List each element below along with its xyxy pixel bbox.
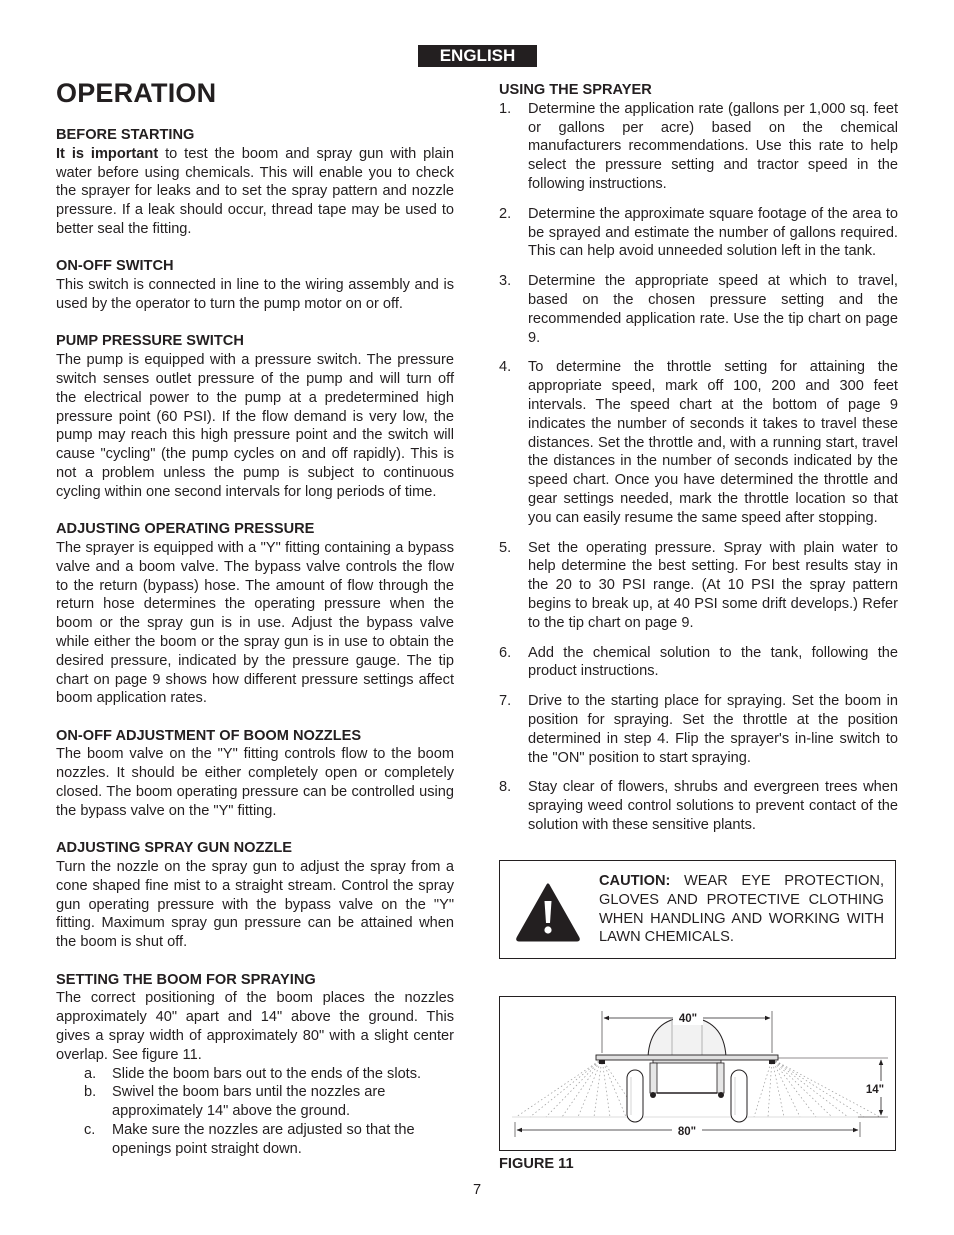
right-column bbox=[499, 81, 898, 853]
list-item bbox=[499, 272, 898, 347]
list-text: Slide the boom bars out to the ends of the slots. bbox=[112, 1065, 422, 1082]
list-item bbox=[499, 644, 898, 682]
section-heading: ON-OFF SWITCH bbox=[56, 258, 174, 275]
figure-caption: FIGURE 11 bbox=[499, 1156, 574, 1172]
section-adjusting-operating-pressure bbox=[56, 520, 454, 708]
section-body: The pump is equipped with a pressure switch. The pressure switch senses outlet pressure of the pump and will turn off the electrical power to the pump at a predetermined high pressure point (60 PSI). If the flow demand is very low, the pump may reach this high pressure point and the switch will cause "cycling" (the pump cycles on and off rapidly). This is not a problem unless the pump is subject to continuous cycling within one second intervals for long periods of time. bbox=[56, 352, 454, 500]
section-body: The sprayer is equipped with a "Y" fitting containing a bypass valve and a boom valve. The bypass valve controls the flow to the return (bypass) hose. The amount of flow through the return hose determines the operating pressure when the boom or the spray gun is in use. Adjust the bypass valve while either the boom or the spray gun is in use to obtain the desired pressure, indicated by the pressure gauge. The tip chart on page 9 shows how different pressure settings affect boom application rates. bbox=[56, 539, 454, 707]
list-text: Swivel the boom bars until the nozzles are approximately 14" above the ground. bbox=[112, 1084, 386, 1120]
section-before-starting bbox=[56, 126, 454, 239]
section-pump-pressure-switch bbox=[56, 332, 454, 501]
page-title: OPERATION bbox=[56, 78, 217, 108]
list-marker: 1. bbox=[499, 100, 512, 117]
list-text: Stay clear of flowers, shrubs and evergreen trees when spraying weed control solutions to prevent contact of the solution with these sensitive plants. bbox=[528, 779, 898, 833]
list-marker: 3. bbox=[499, 273, 512, 290]
dimension-label-top: 40" bbox=[678, 1013, 698, 1025]
list-text: Determine the appropriate speed at which to travel, based on the chosen pressure setting and the recommended application rate. Use the tip chart on page 9. bbox=[528, 273, 898, 346]
dimension-label-bottom: 80" bbox=[677, 1126, 697, 1138]
section-body: The correct positioning of the boom places the nozzles approximately 40" apart and 14" above the ground. This gives a spray width of approximately 80" with a slight center overlap. See figure 11. bbox=[56, 990, 454, 1063]
section-boom-nozzles bbox=[56, 727, 454, 821]
list-marker: b. bbox=[84, 1084, 97, 1101]
caution-label: CAUTION: bbox=[599, 873, 671, 889]
list-item bbox=[56, 1083, 454, 1121]
section-using-sprayer bbox=[499, 81, 898, 835]
list-marker: 7. bbox=[499, 693, 512, 710]
list-text: Make sure the nozzles are adjusted so that the openings point straight down. bbox=[112, 1122, 415, 1157]
list-item bbox=[499, 692, 898, 767]
right-spray-fan bbox=[754, 1059, 880, 1117]
section-heading: ON-OFF ADJUSTMENT OF BOOM NOZZLES bbox=[56, 727, 362, 744]
section-heading: ADJUSTING SPRAY GUN NOZZLE bbox=[56, 840, 292, 857]
section-on-off-switch bbox=[56, 257, 454, 313]
list-item bbox=[499, 205, 898, 261]
boom-diagram bbox=[500, 997, 897, 1152]
section-spray-gun-nozzle bbox=[56, 839, 454, 952]
section-setting-boom bbox=[56, 971, 454, 1159]
list-marker: a. bbox=[84, 1065, 97, 1082]
dimension-label-side: 14" bbox=[865, 1084, 885, 1096]
list-item bbox=[56, 1121, 454, 1159]
list-text: Determine the application rate (gallons per 1,000 sq. feet or gallons per acre) based on the chemical manufacturers recommendations. Use this rate to help select the pressure setting and tractor speed in the following instructions. bbox=[528, 100, 898, 192]
section-heading: PUMP PRESSURE SWITCH bbox=[56, 333, 244, 350]
left-spray-fan bbox=[516, 1059, 640, 1117]
caution-message: WEAR EYE PROTECTION, GLOVES AND PROTECTIVE CLOTHING WHEN HANDLING AND WORKING WITH LAWN CHEMICALS. bbox=[599, 873, 884, 946]
section-heading: SETTING THE BOOM FOR SPRAYING bbox=[56, 971, 316, 988]
wheels bbox=[627, 1070, 747, 1122]
sprayer-steps-list bbox=[499, 100, 898, 835]
list-marker: 6. bbox=[499, 644, 512, 661]
warning-icon bbox=[515, 882, 581, 942]
section-body: This switch is connected in line to the wiring assembly and is used by the operator to turn the pump motor on or off. bbox=[56, 277, 454, 312]
emphasis-text: It is important bbox=[56, 145, 159, 162]
list-item bbox=[499, 100, 898, 194]
figure-boom-diagram bbox=[499, 996, 896, 1151]
section-body bbox=[56, 145, 454, 239]
list-marker: c. bbox=[84, 1122, 96, 1139]
section-heading: BEFORE STARTING bbox=[56, 127, 195, 143]
body-text: to test the boom and spray gun with plain water before using chemicals. This will enable you to check the sprayer for leaks and to set the spray pattern and nozzle pressure. If a leak should occur, thread tape may be used to better seal the fitting. bbox=[56, 145, 454, 237]
language-tab: ENGLISH bbox=[418, 45, 537, 67]
caution-text bbox=[599, 872, 884, 947]
list-item bbox=[499, 539, 898, 633]
list-text: Set the operating pressure. Spray with plain water to help determine the best setting. For best results stay in the 20 to 30 PSI range. (At 10 PSI the spray pattern begins to break up, at 40 PSI some drift develops.) Refer to the tip chart on page 9. bbox=[528, 539, 898, 631]
boom-steps-list bbox=[56, 1065, 454, 1159]
list-marker: 5. bbox=[499, 539, 512, 556]
list-text: Drive to the starting place for spraying. Set the boom in position for spraying. Set the throttle at the position determined in step 4. Flip the sprayer's in-line switch to the "ON" position to start spraying. bbox=[528, 693, 898, 766]
list-text: Determine the approximate square footage of the area to be sprayed and estimate the number of gallons required. This can help avoid unneeded solution left in the tank. bbox=[528, 205, 898, 260]
list-item bbox=[499, 358, 898, 527]
page-number: 7 bbox=[472, 1182, 482, 1198]
section-body: The boom valve on the "Y" fitting controls flow to the boom nozzles. It should be either completely open or completely closed. The boom operating pressure can be controlled using the bypass valve on the "Y" fitting. bbox=[56, 746, 454, 819]
section-body: Turn the nozzle on the spray gun to adjust the spray from a cone shaped fine mist to a straight stream. Control the spray gun operating pressure with the bypass valve on the "Y" fitting. Maximum spray gun pressure can be attained when the boom is shut off. bbox=[56, 859, 454, 951]
section-heading: ADJUSTING OPERATING PRESSURE bbox=[56, 521, 315, 538]
caution-box bbox=[499, 860, 896, 959]
list-text: Add the chemical solution to the tank, following the product instructions. bbox=[528, 644, 898, 680]
list-item bbox=[499, 778, 898, 834]
left-column bbox=[56, 126, 454, 1159]
list-item bbox=[56, 1065, 454, 1084]
list-marker: 4. bbox=[499, 359, 512, 376]
list-text: To determine the throttle setting for attaining the appropriate speed, mark off 100, 200 and 300 feet intervals. The speed chart at the bottom of page 9 indicates the number of seconds it takes to travel these distances. Set the throttle and, with a running start, travel the distances in the number of seconds indicated by the speed chart. Once you have determined the throttle and gear settings needed, mark the throttle location so that you can easily resume the same speed after stopping. bbox=[528, 359, 898, 526]
list-marker: 8. bbox=[499, 779, 512, 796]
list-marker: 2. bbox=[499, 205, 512, 222]
section-heading: USING THE SPRAYER bbox=[499, 82, 652, 98]
